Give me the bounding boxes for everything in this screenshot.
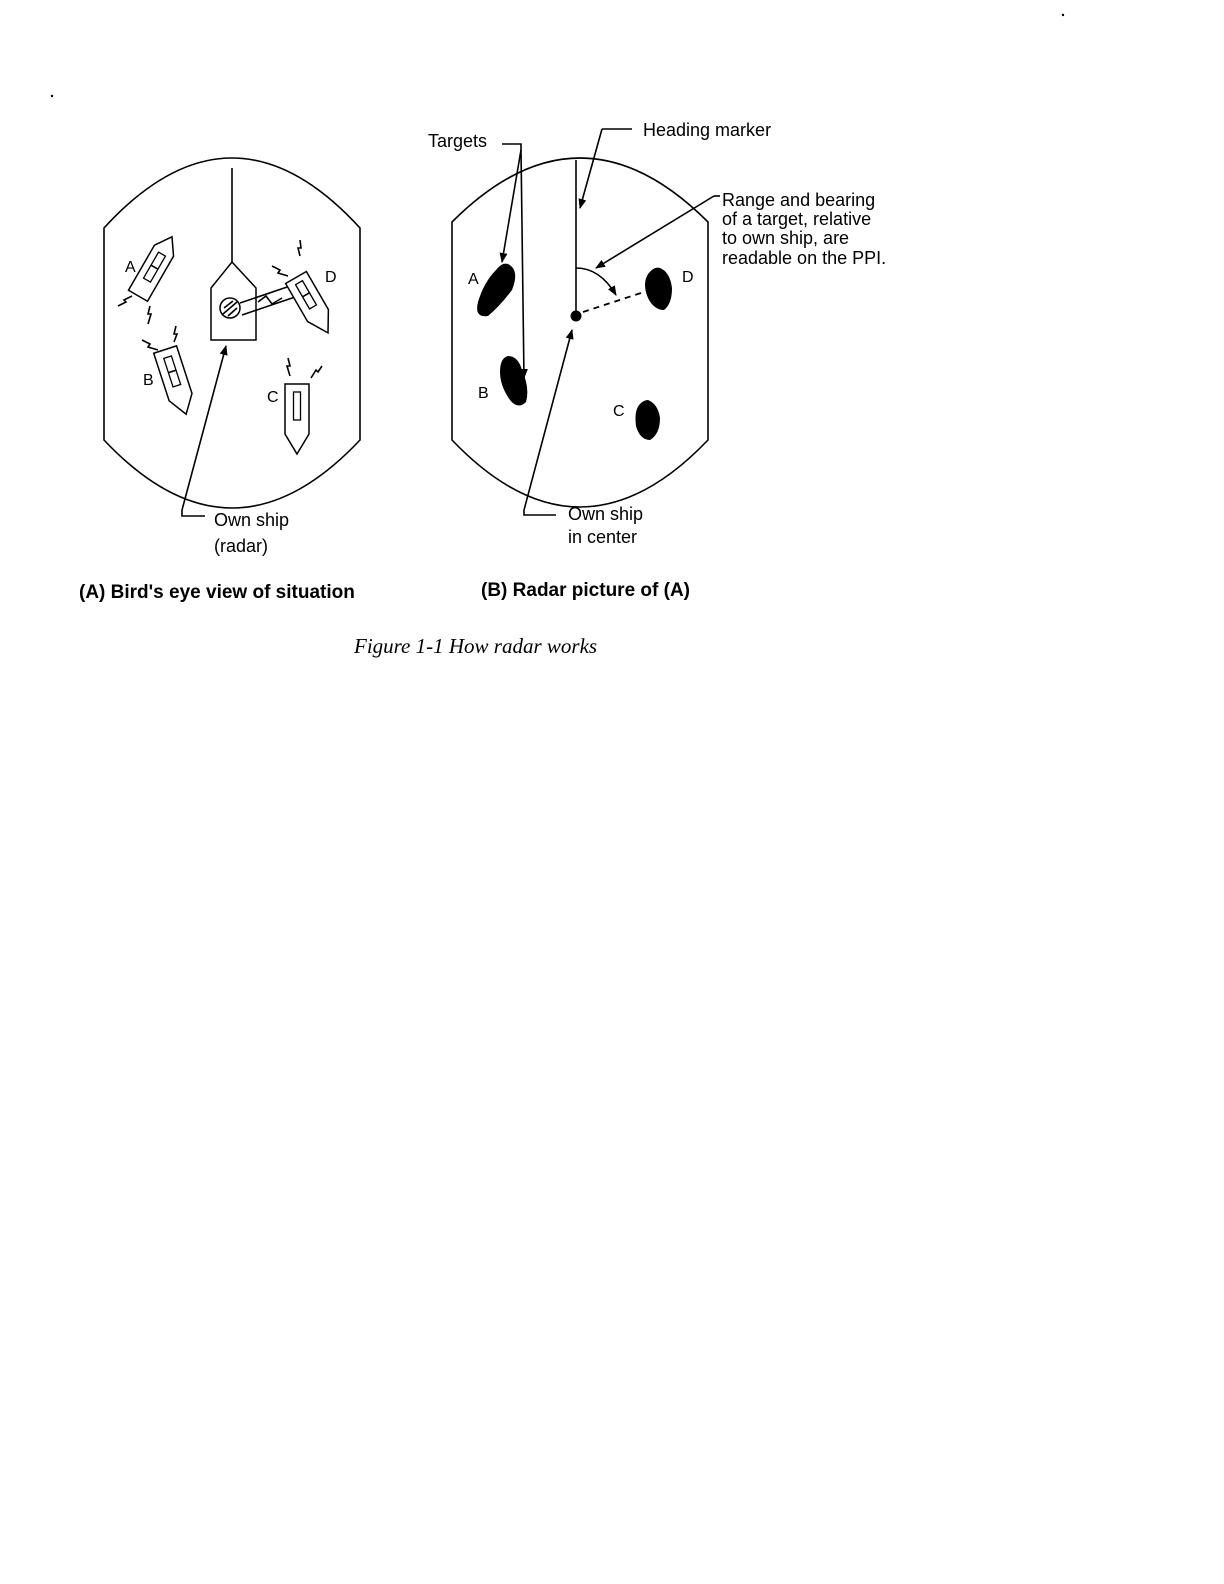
own-ship-center-callout <box>524 330 572 510</box>
panel-b-display <box>452 129 720 515</box>
panel-a-own-ship-label: Own ship <box>214 510 290 530</box>
panel-a-label-a: A <box>125 259 136 276</box>
range-line <box>583 292 644 312</box>
blip-c <box>636 400 661 440</box>
panel-b-caption: (B) Radar picture of (A) <box>481 580 690 601</box>
heading-marker-label: Heading marker <box>643 120 772 140</box>
panel-a-caption: (A) Bird's eye view of situation <box>79 582 355 603</box>
target-ship-b-icon <box>154 346 198 418</box>
panel-a-label-b: B <box>143 372 154 389</box>
panel-b-label-c: C <box>613 403 625 420</box>
figure-caption: Figure 1-1 How radar works <box>354 634 598 658</box>
targets-label: Targets <box>428 131 488 151</box>
range-bearing-label-line-3: to own ship, are <box>722 228 850 248</box>
panel-b-own-ship-label: Own ship <box>568 504 644 524</box>
blip-d <box>645 268 672 310</box>
own-ship-center-dot <box>571 311 582 322</box>
panel-a-label-d: D <box>325 269 337 286</box>
blip-a <box>477 264 515 317</box>
bearing-arc <box>576 268 616 295</box>
panel-b-label-b: B <box>478 385 489 402</box>
target-ship-c-icon <box>285 384 309 454</box>
range-bearing-label-line-2: of a target, relative <box>722 209 872 229</box>
range-bearing-label-line-1: Range and bearing <box>722 190 876 210</box>
panel-b-scope-outline <box>452 158 708 507</box>
targets-callout <box>502 144 521 150</box>
panel-b-label-d: D <box>682 269 694 286</box>
panel-a-label-c: C <box>267 389 279 406</box>
panel-a-own-ship-sublabel: (radar) <box>214 536 269 556</box>
panel-b-own-ship-sublabel: in center <box>568 527 638 547</box>
panel-a-display <box>104 158 360 516</box>
range-bearing-callout <box>596 196 714 268</box>
target-ship-a-icon <box>128 231 181 301</box>
panel-b-label-a: A <box>468 271 479 288</box>
range-bearing-label-line-4: readable on the PPI. <box>722 248 887 268</box>
